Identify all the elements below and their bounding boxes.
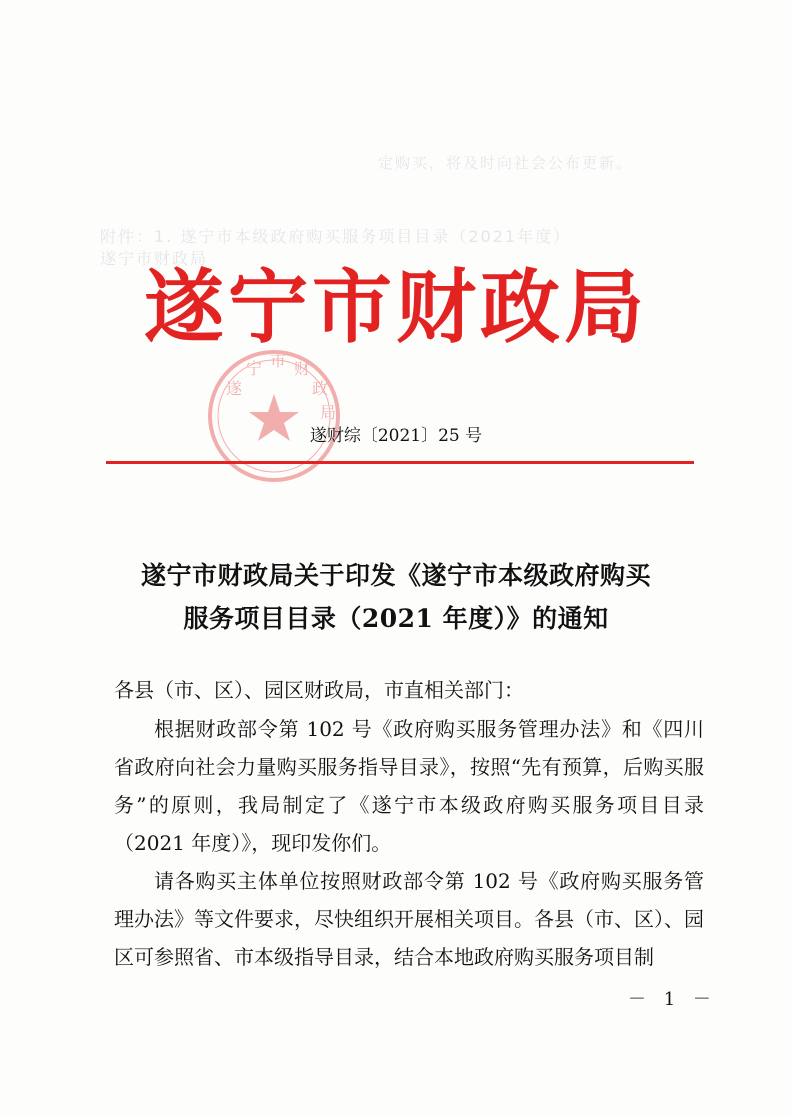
notice-title-line-2: 服务项目目录（2021 年度）》的通知 <box>183 604 609 633</box>
bleed-through-text: 定购买，将及时向社会公布更新。 <box>378 154 634 172</box>
svg-text:政: 政 <box>312 379 329 398</box>
svg-text:财: 财 <box>294 359 311 378</box>
bleed-through-text: 附件：1. 遂宁市本级政府购买服务项目目录（2021年度） <box>100 227 572 246</box>
svg-text:遂: 遂 <box>226 379 243 398</box>
document-number: 遂财综〔2021〕25 号 <box>309 426 483 446</box>
svg-text:市: 市 <box>270 351 287 370</box>
red-divider-line <box>106 461 694 464</box>
notice-title-line-1: 遂宁市财政局关于印发《遂宁市本级政府购买 <box>140 561 651 590</box>
svg-text:局: 局 <box>320 403 337 422</box>
body-paragraph-2: 请各购买主体单位按照财政部令第 102 号《政府购买服务管理办法》等文件要求，尽快组织开展相关项目。各县（市、区）、园区可参照省、市本级指导目录，结合本地政府购买服务项目制 <box>114 869 704 969</box>
page-number: － 1 － <box>628 989 717 1010</box>
svg-text:宁: 宁 <box>246 359 263 378</box>
body-paragraph-1: 根据财政部令第 102 号《政府购买服务管理办法》和《四川省政府向社会力量购买服务指导目录》，按照“先有预算，后购买服务”的原则，我局制定了《遂宁市本级政府购买服务项目目录（2021 年度）》，现印发你们。 <box>114 717 704 855</box>
masthead-title: 遂宁市财政局 <box>144 261 648 354</box>
salutation: 各县（市、区）、园区财政局，市直相关部门： <box>114 678 524 702</box>
bleed-through-text: 遂宁市财政局 <box>100 249 209 268</box>
